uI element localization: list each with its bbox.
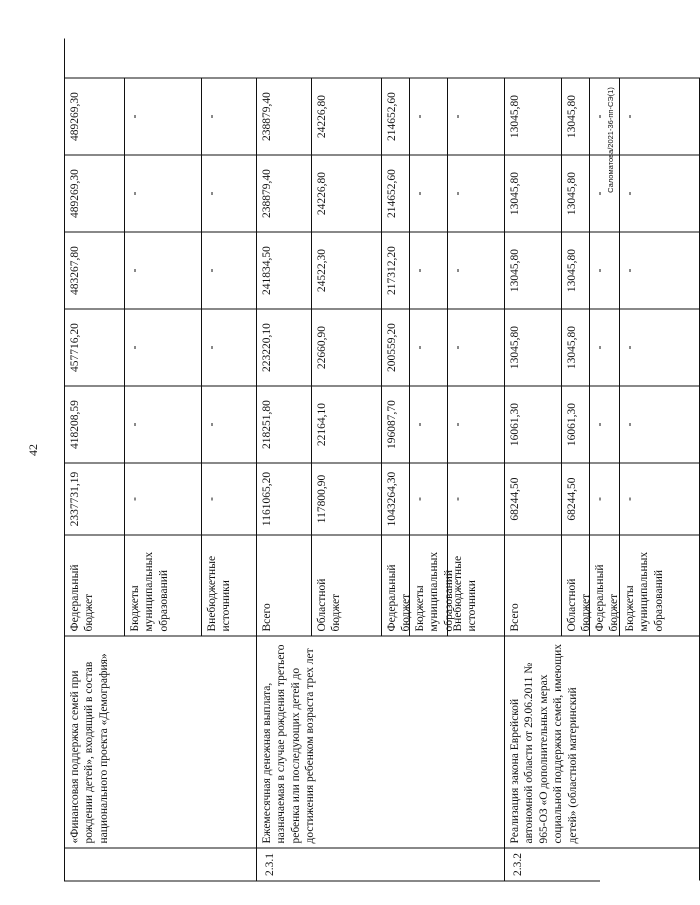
value-cell: 218251,80 <box>257 386 312 463</box>
value-cell: 238879,40 <box>257 78 312 155</box>
value-cell: - <box>448 155 505 232</box>
value-cell: - <box>125 155 202 232</box>
value-cell: - <box>202 78 257 155</box>
source-label: Федеральный бюджет <box>590 535 620 636</box>
value-cell: 418208,59 <box>65 386 125 463</box>
value-cell: 489269,30 <box>65 155 125 232</box>
value-cell: - <box>202 386 257 463</box>
value-cell: - <box>125 463 202 535</box>
value-cell: - <box>202 155 257 232</box>
value-cell: - <box>448 232 505 309</box>
value-cell: 13045,80 <box>505 309 562 386</box>
value-cell: - <box>590 309 620 386</box>
row-name: «Финансовая поддержка семей при рождении детей», входящий в состав национального проекта «Демография» <box>65 636 257 848</box>
value-cell: 214652,60 <box>382 78 410 155</box>
document-footer-code: Саломатова/2021-36-пп-СЭ(1) <box>606 87 615 193</box>
value-cell: 214652,60 <box>382 155 410 232</box>
value-cell: - <box>620 386 700 463</box>
value-cell: - <box>448 463 505 535</box>
value-cell: - <box>448 78 505 155</box>
source-label: Внебюджетные источники <box>202 535 257 636</box>
row-code: 2.3.1 <box>257 848 505 881</box>
value-cell: 117800,90 <box>312 463 382 535</box>
value-cell: - <box>590 78 620 155</box>
value-cell: - <box>125 232 202 309</box>
source-label: Федеральный бюджет <box>65 535 125 636</box>
value-cell: - <box>620 155 700 232</box>
value-cell: - <box>590 232 620 309</box>
value-cell: - <box>448 309 505 386</box>
value-cell: 238879,40 <box>257 155 312 232</box>
value-cell: - <box>410 78 448 155</box>
row-name: Реализация закона Еврейской автономной области от 29.06.2011 № 965-ОЗ «О дополнительных мерах социальной поддержки семей, имеющих детей» (областной материнский <box>505 636 700 848</box>
source-label: Бюджеты муниципальных образований <box>125 535 202 636</box>
value-cell: 13045,80 <box>505 232 562 309</box>
value-cell: - <box>620 309 700 386</box>
row-code: 2.3.2 <box>505 848 700 881</box>
value-cell: - <box>125 309 202 386</box>
value-cell: - <box>410 309 448 386</box>
source-label: Федеральный бюджет <box>382 535 410 636</box>
value-cell: 24226,80 <box>312 78 382 155</box>
value-cell: - <box>202 463 257 535</box>
row-code <box>65 848 257 881</box>
value-cell: - <box>202 232 257 309</box>
value-cell: - <box>590 386 620 463</box>
value-cell: 22660,90 <box>312 309 382 386</box>
source-label: Областной бюджет <box>562 535 590 636</box>
value-cell: 1043264,30 <box>382 463 410 535</box>
value-cell: 196087,70 <box>382 386 410 463</box>
value-cell: - <box>590 463 620 535</box>
value-cell: - <box>125 386 202 463</box>
value-cell: 13045,80 <box>505 78 562 155</box>
value-cell: 1161065,20 <box>257 463 312 535</box>
value-cell: 16061,30 <box>505 386 562 463</box>
value-cell: 68244,50 <box>562 463 590 535</box>
value-cell: 22164,10 <box>312 386 382 463</box>
value-cell: 13045,80 <box>562 155 590 232</box>
value-cell: - <box>125 78 202 155</box>
value-cell: 2337731,19 <box>65 463 125 535</box>
value-cell: 241834,50 <box>257 232 312 309</box>
value-cell: - <box>410 232 448 309</box>
value-cell: 489269,30 <box>65 78 125 155</box>
source-label: Бюджеты муниципальных образований <box>410 535 448 636</box>
value-cell: - <box>620 232 700 309</box>
source-label: Областной бюджет <box>312 535 382 636</box>
source-label: Бюджеты муниципальных образований <box>620 535 700 636</box>
value-cell: 13045,80 <box>505 155 562 232</box>
value-cell: 68244,50 <box>505 463 562 535</box>
value-cell: - <box>620 78 700 155</box>
value-cell: - <box>620 463 700 535</box>
value-cell: 24522,30 <box>312 232 382 309</box>
value-cell: 217312,20 <box>382 232 410 309</box>
page-number: 42 <box>26 444 40 456</box>
row-name: Ежемесячная денежная выплата, назначаемая в случае рождения третьего ребенка или последующих детей до достижения ребенком возраста трех лет <box>257 636 505 848</box>
value-cell: - <box>202 309 257 386</box>
value-cell: 457716,20 <box>65 309 125 386</box>
value-cell: 13045,80 <box>562 232 590 309</box>
value-cell: 16061,30 <box>562 386 590 463</box>
value-cell: - <box>590 155 620 232</box>
value-cell: 223220,10 <box>257 309 312 386</box>
value-cell: - <box>448 386 505 463</box>
value-cell: 200559,20 <box>382 309 410 386</box>
source-label: Всего <box>257 535 312 636</box>
value-cell: 13045,80 <box>562 78 590 155</box>
value-cell: - <box>410 386 448 463</box>
value-cell: - <box>410 155 448 232</box>
source-label: Всего <box>505 535 562 636</box>
value-cell: 24226,80 <box>312 155 382 232</box>
value-cell: 483267,80 <box>65 232 125 309</box>
source-label: Внебюджетные источники <box>448 535 505 636</box>
value-cell: 13045,80 <box>562 309 590 386</box>
value-cell: - <box>410 463 448 535</box>
